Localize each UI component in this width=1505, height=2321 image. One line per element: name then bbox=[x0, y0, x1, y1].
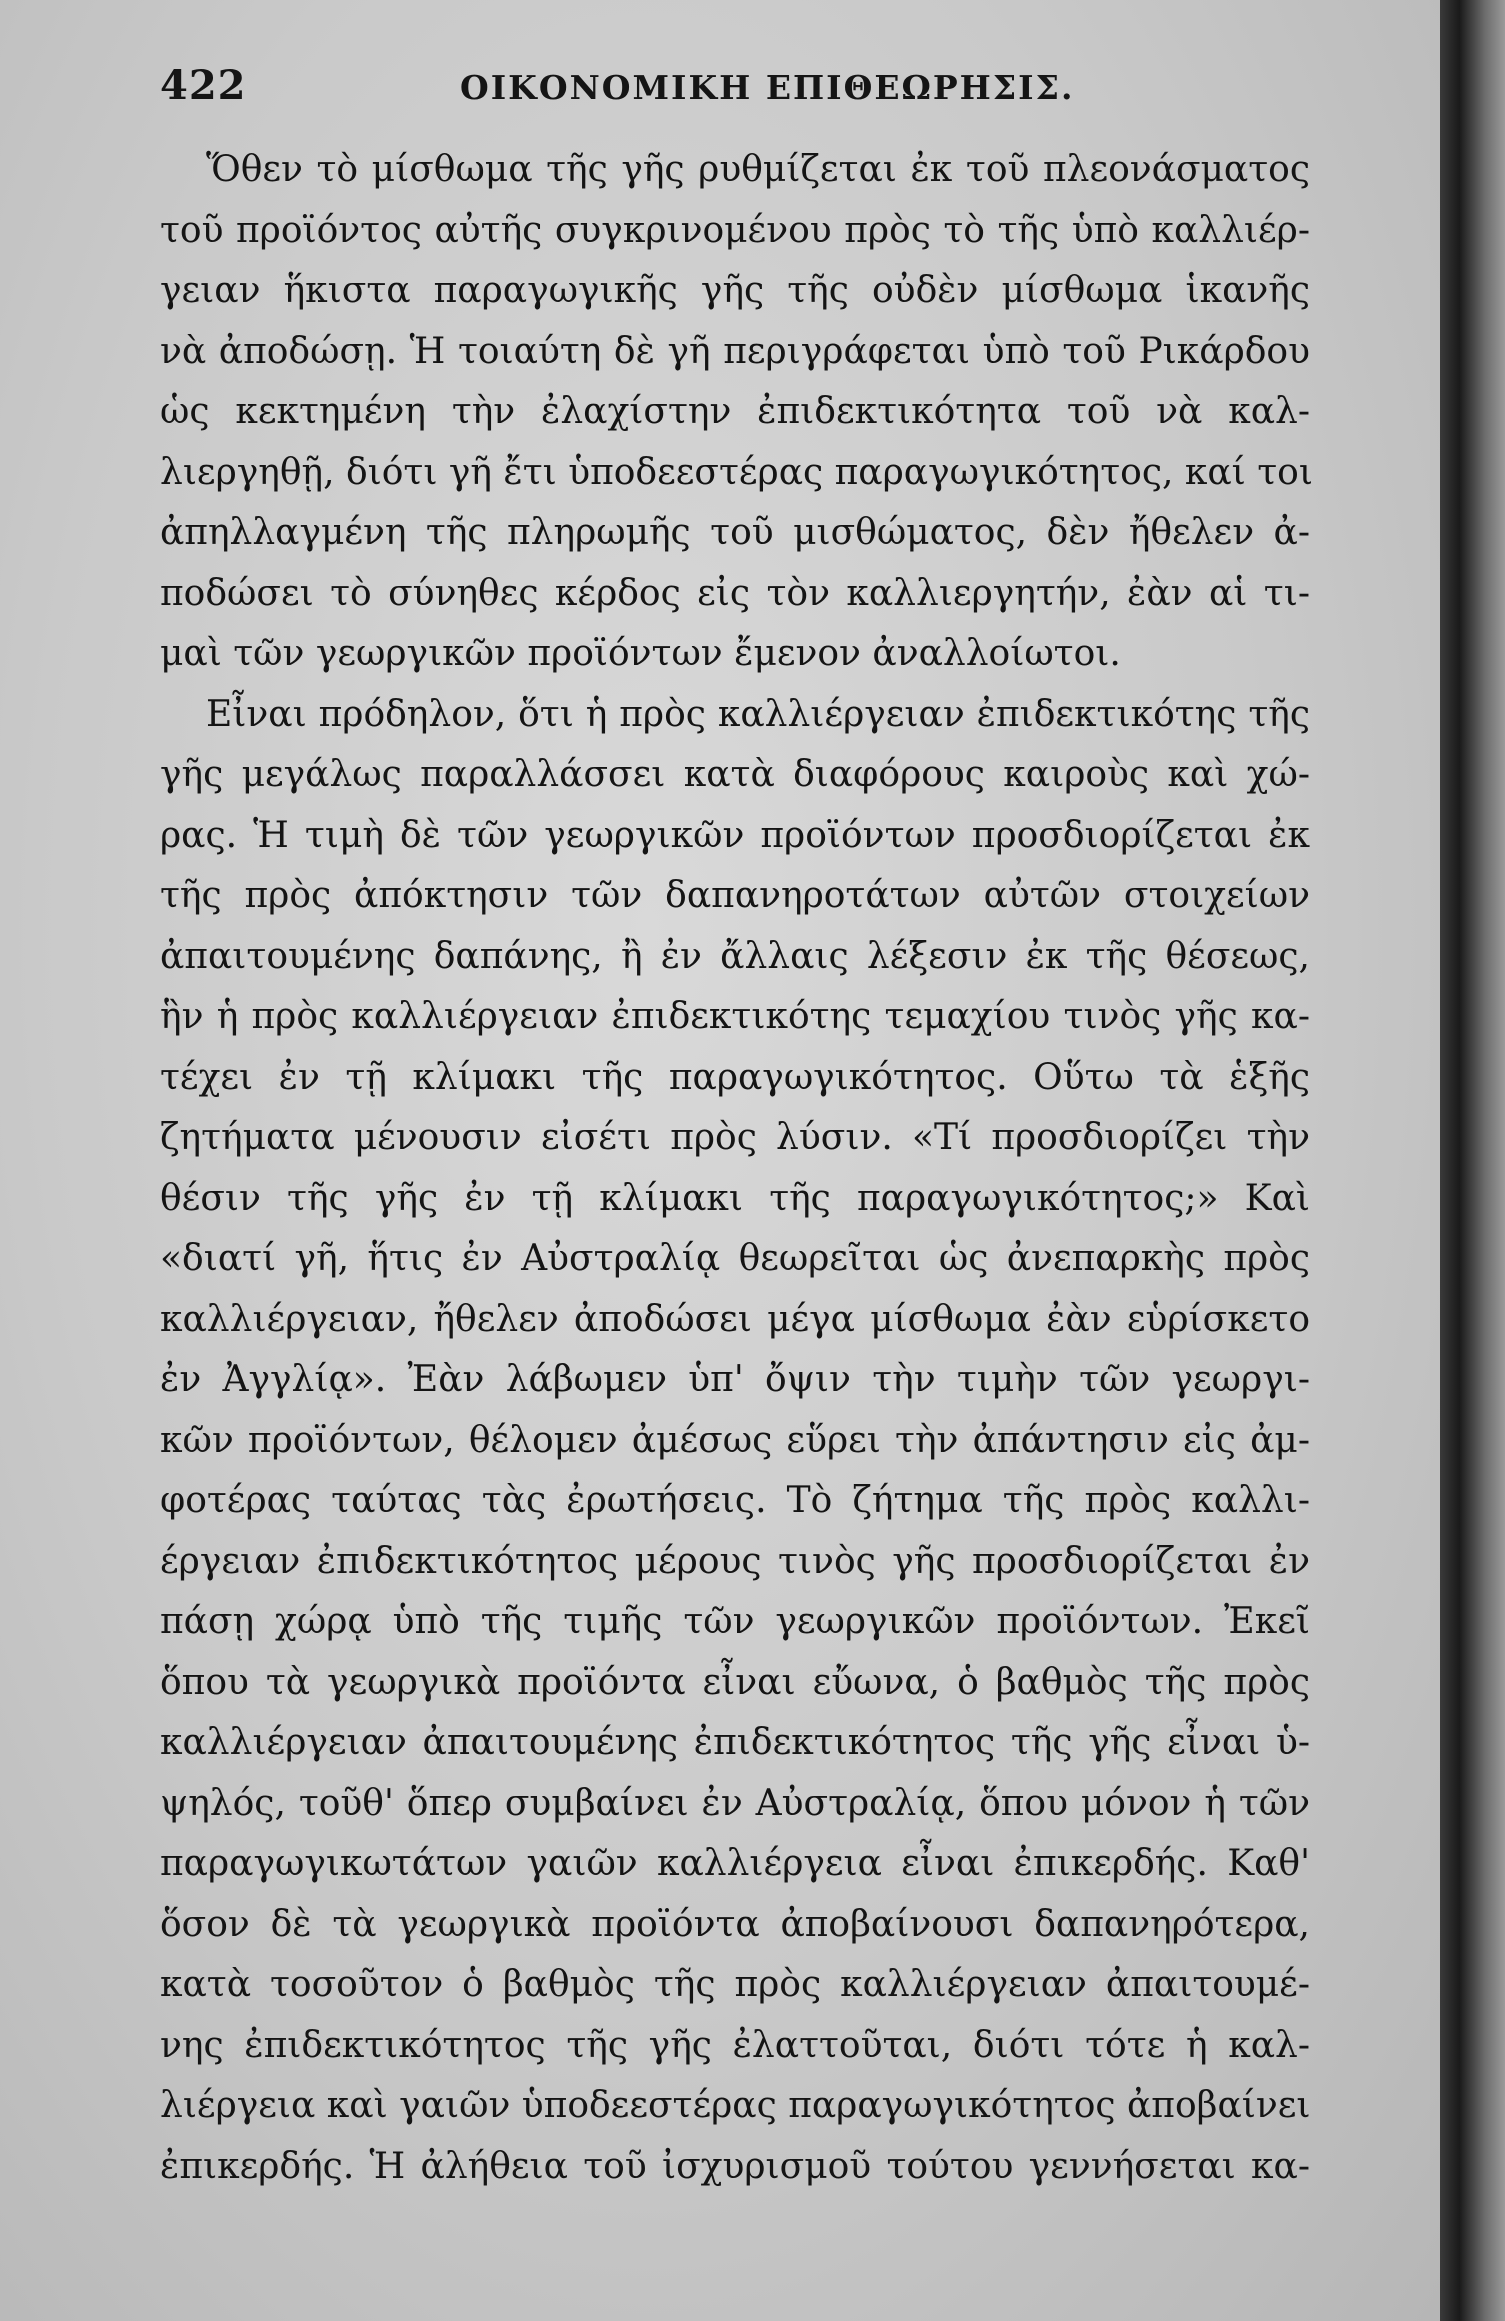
text-line: Εἶναι πρόδηλον, ὅτι ἡ πρὸς καλλιέργειαν ἐπιδεκτικότης τῆς bbox=[206, 693, 1310, 735]
running-head: ΟΙΚΟΝΟΜΙΚΗ ΕΠΙΘΕΩΡΗΣΙΣ. bbox=[460, 68, 1075, 107]
text-line: ὡς κεκτημένη τὴν ἐλαχίστην ἐπιδεκτικότητα τοῦ νὰ καλ- bbox=[160, 391, 1310, 432]
text-line: τοῦ προϊόντος αὐτῆς συγκρινομένου πρὸς τὸ τῆς ὑπὸ καλλιέρ- bbox=[160, 209, 1310, 251]
page-number: 422 bbox=[160, 62, 247, 109]
text-line: νὰ ἀποδώσῃ. Ἡ τοιαύτη δὲ γῆ περιγράφεται ὑπὸ τοῦ Ρικάρδου bbox=[160, 330, 1310, 372]
text-line: Ὅθεν τὸ μίσθωμα τῆς γῆς ρυθμίζεται ἐκ τοῦ πλεονάσματος bbox=[206, 149, 1310, 190]
text-line: ψηλός, τοῦθ' ὅπερ συμβαίνει ἐν Αὐστραλίᾳ, ὅπου μόνον ἡ τῶν bbox=[160, 1782, 1310, 1824]
text-line: λιέργεια καὶ γαιῶν ὑποδεεστέρας παραγωγικότητος ἀποβαίνει bbox=[160, 2085, 1311, 2126]
text-line: τῆς πρὸς ἀπόκτησιν τῶν δαπανηροτάτων αὐτῶν στοιχείων bbox=[160, 875, 1310, 916]
text-line: ὅπου τὰ γεωργικὰ προϊόντα εἶναι εὔωνα, ὁ βαθμὸς τῆς πρὸς bbox=[160, 1661, 1310, 1703]
text-line: ποδώσει τὸ σύνηθες κέρδος εἰς τὸν καλλιεργητήν, ἐὰν αἱ τι- bbox=[160, 572, 1310, 614]
text-line: καλλιέργειαν ἀπαιτουμένης ἐπιδεκτικότητος τῆς γῆς εἶναι ὑ- bbox=[160, 1722, 1310, 1763]
text-line: ζητήματα μένουσιν εἰσέτι πρὸς λύσιν. «Τί προσδιορίζει τὴν bbox=[160, 1117, 1310, 1158]
text-line: καλλιέργειαν, ἤθελεν ἀποδώσει μέγα μίσθωμα ἐὰν εὑρίσκετο bbox=[160, 1298, 1310, 1340]
text-line: τέχει ἐν τῇ κλίμακι τῆς παραγωγικότητος. Οὕτω τὰ ἑξῆς bbox=[160, 1056, 1310, 1098]
book-spine-shadow bbox=[1440, 0, 1505, 2321]
text-line: ἀπαιτουμένης δαπάνης, ἢ ἐν ἄλλαις λέξεσιν ἐκ τῆς θέσεως, bbox=[160, 935, 1310, 977]
text-line: παραγωγικωτάτων γαιῶν καλλιέργεια εἶναι ἐπικερδής. Καθ' bbox=[160, 1843, 1310, 1884]
text-line: γῆς μεγάλως παραλλάσσει κατὰ διαφόρους καιροὺς καὶ χώ- bbox=[160, 754, 1310, 795]
text-line: γειαν ἥκιστα παραγωγικῆς γῆς τῆς οὐδὲν μίσθωμα ἱκανῆς bbox=[160, 270, 1310, 311]
text-line: ρας. Ἡ τιμὴ δὲ τῶν γεωργικῶν προϊόντων προσδιορίζεται ἐκ bbox=[160, 814, 1310, 856]
text-line: ἀπηλλαγμένη τῆς πληρωμῆς τοῦ μισθώματος, δὲν ἤθελεν ἀ- bbox=[160, 512, 1310, 553]
text-line: πάσῃ χώρᾳ ὑπὸ τῆς τιμῆς τῶν γεωργικῶν προϊόντων. Ἐκεῖ bbox=[160, 1601, 1310, 1642]
text-line: ἐπικερδής. Ἡ ἀλήθεια τοῦ ἰσχυρισμοῦ τούτου γεννήσεται κα- bbox=[160, 2145, 1310, 2187]
text-line: κατὰ τοσοῦτον ὁ βαθμὸς τῆς πρὸς καλλιέργειαν ἀπαιτουμέ- bbox=[160, 1964, 1310, 2005]
text-line: μαὶ τῶν γεωργικῶν προϊόντων ἔμενον ἀναλλοίωτοι. bbox=[160, 633, 1121, 674]
text-line: ἣν ἡ πρὸς καλλιέργειαν ἐπιδεκτικότης τεμαχίου τινὸς γῆς κα- bbox=[160, 996, 1310, 1037]
body-text bbox=[160, 140, 1313, 2197]
text-line: έργειαν ἐπιδεκτικότητος μέρους τινὸς γῆς προσδιορίζεται ἐν bbox=[160, 1540, 1310, 1582]
text-line: κῶν προϊόντων, θέλομεν ἀμέσως εὕρει τὴν ἀπάντησιν εἰς ἀμ- bbox=[160, 1419, 1310, 1461]
text-line: θέσιν τῆς γῆς ἐν τῇ κλίμακι τῆς παραγωγικότητος;» Καὶ bbox=[160, 1177, 1310, 1219]
page-header bbox=[160, 62, 1310, 122]
text-line: ἐν Ἀγγλίᾳ». Ἐὰν λάβωμεν ὑπ' ὄψιν τὴν τιμὴν τῶν γεωργι- bbox=[160, 1359, 1310, 1400]
text-line: ὅσον δὲ τὰ γεωργικὰ προϊόντα ἀποβαίνουσι δαπανηρότερα, bbox=[160, 1903, 1310, 1945]
text-line: φοτέρας ταύτας τὰς ἐρωτήσεις. Τὸ ζήτημα τῆς πρὸς καλλι- bbox=[160, 1480, 1310, 1521]
text-line: λιεργηθῇ, διότι γῆ ἔτι ὑποδεεστέρας παραγωγικότητος, καί τοι bbox=[160, 451, 1313, 493]
text-line: νης ἐπιδεκτικότητος τῆς γῆς ἐλαττοῦται, διότι τότε ἡ καλ- bbox=[160, 2024, 1310, 2066]
text-line: «διατί γῆ, ἥτις ἐν Αὐστραλίᾳ θεωρεῖται ὡς ἀνεπαρκὴς πρὸς bbox=[160, 1238, 1310, 1279]
